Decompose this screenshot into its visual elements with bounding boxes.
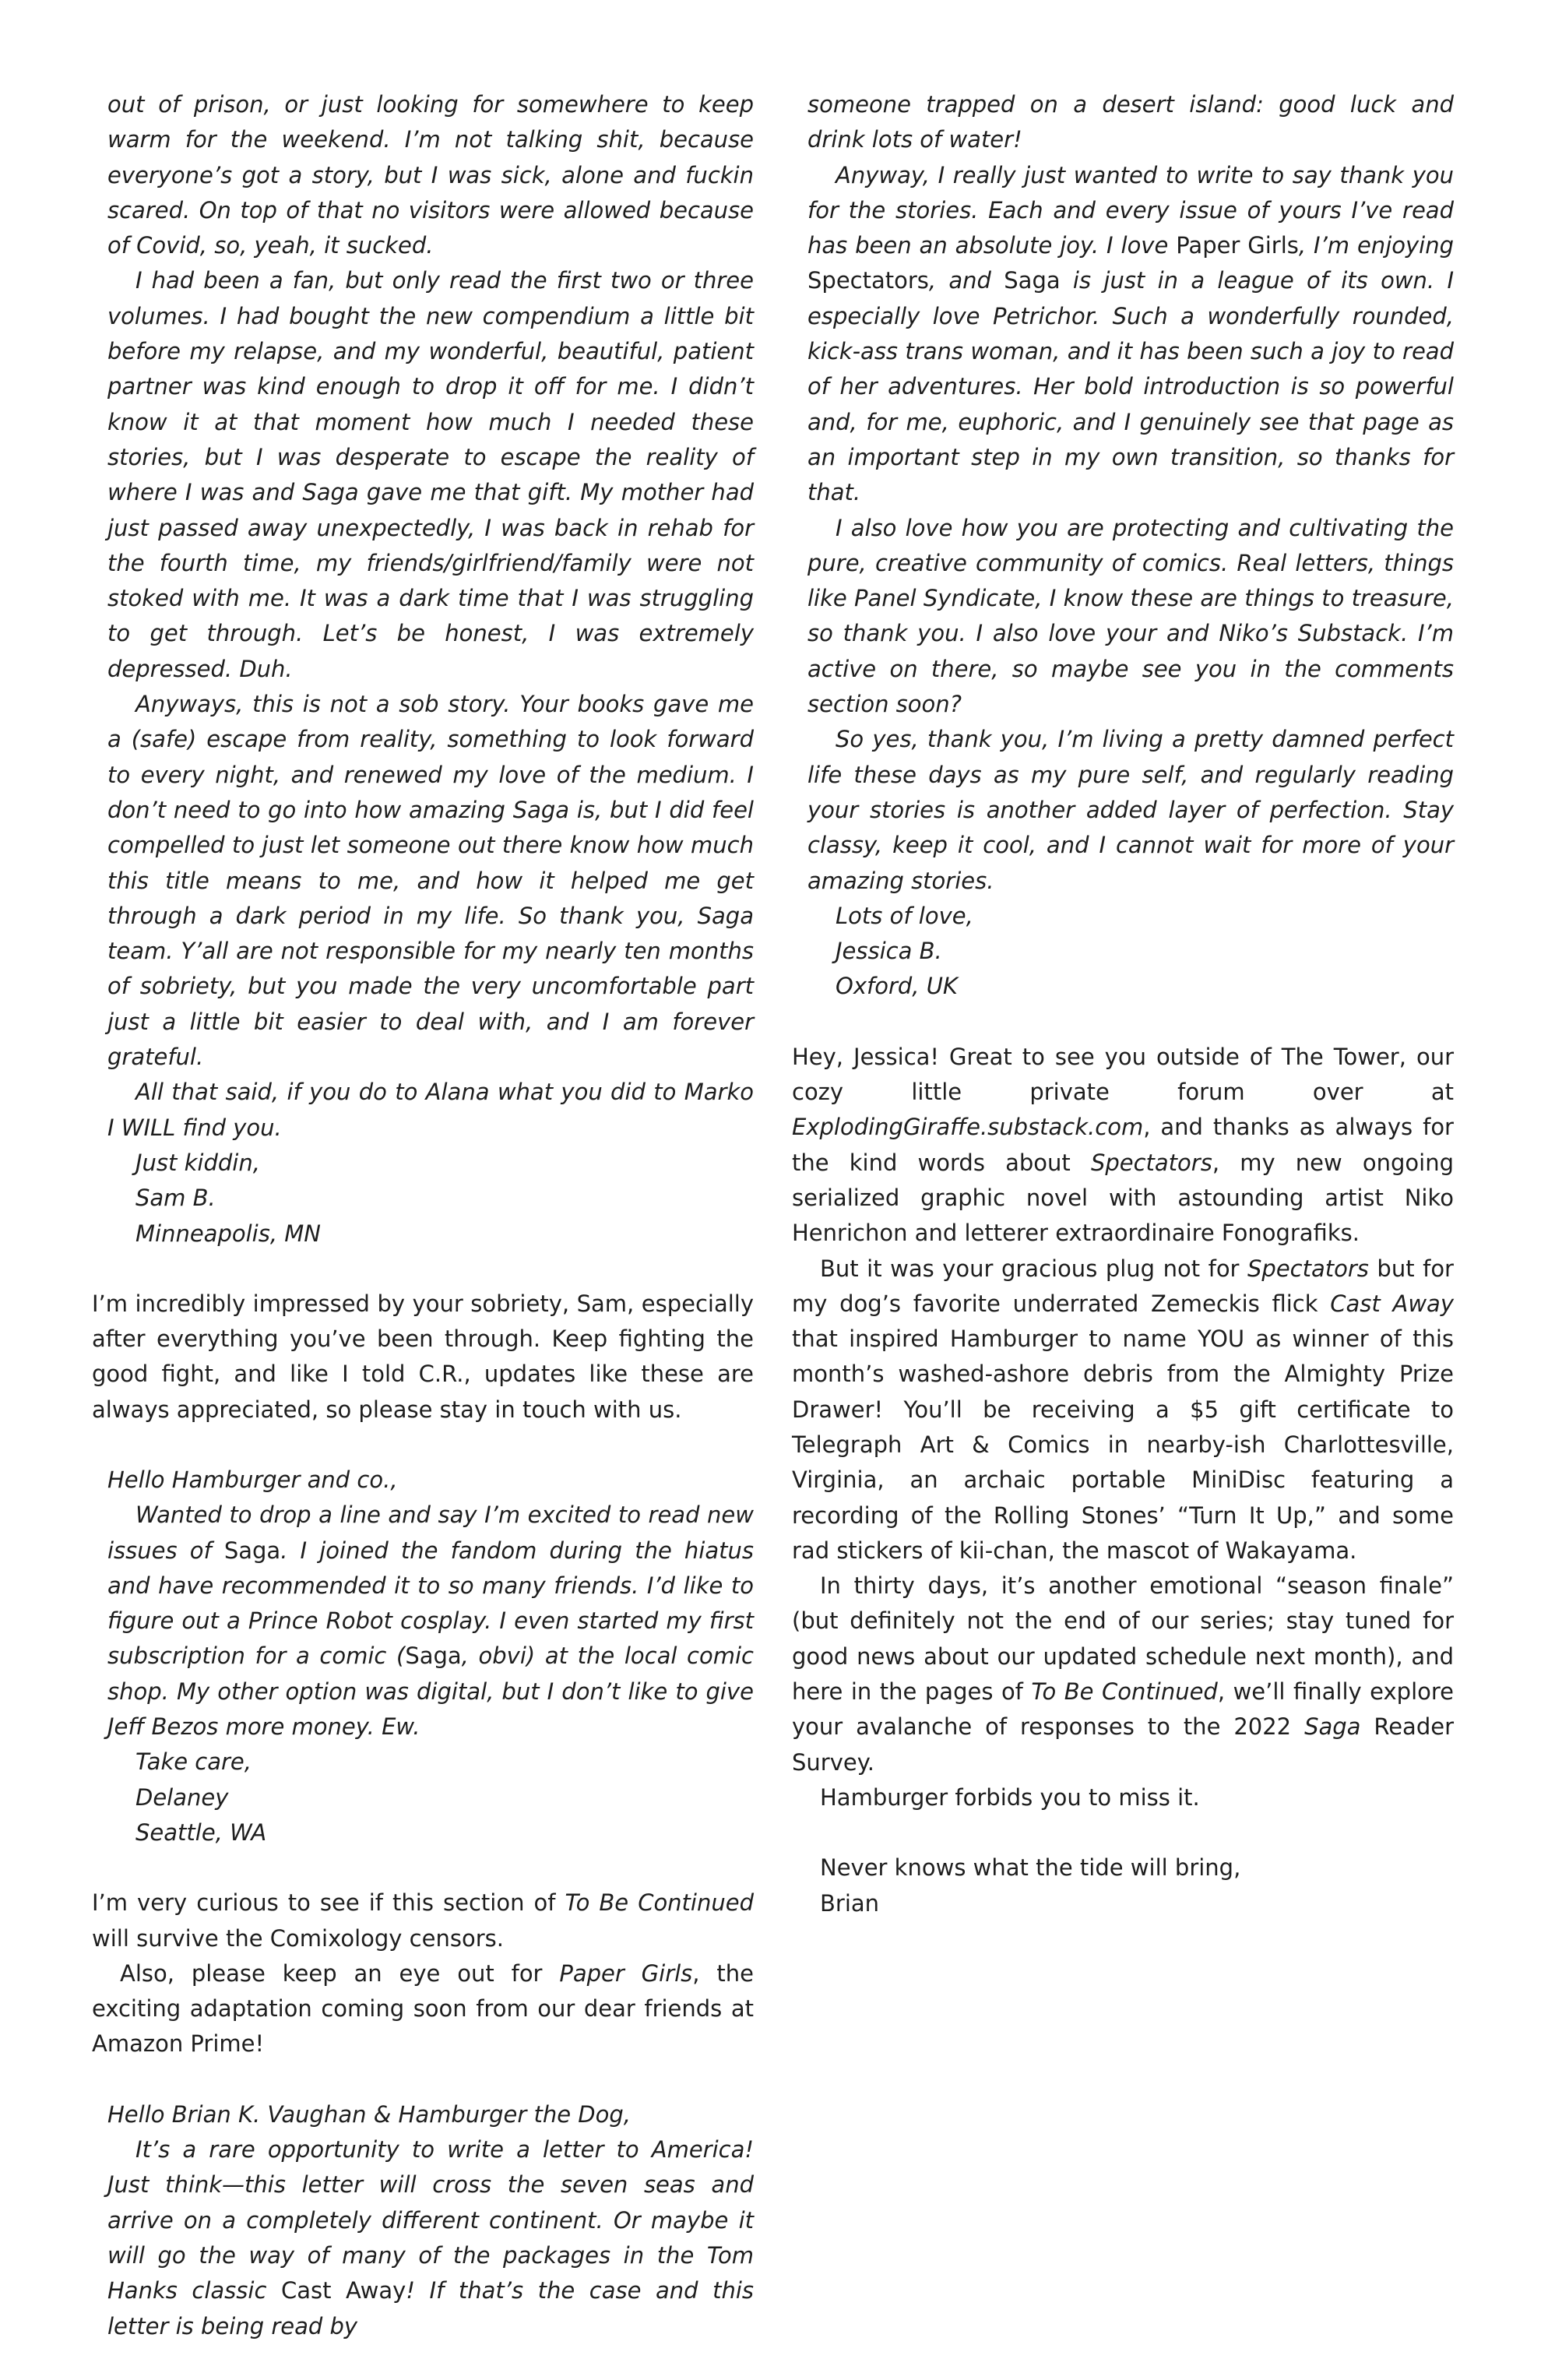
reply-paragraph: Hamburger forbids you to miss it. xyxy=(820,1783,1200,1811)
letter-paragraph: All that said, if you do to Alana what you did to Marko I WILL find you. xyxy=(107,1079,754,1141)
letter-paragraph: I also love how you are protecting and cultivating the pure, creative community of comics. Real letters, things like Panel Syndicate, I know these are things to treasure, so thank you. I also love your and Niko’s Substack. I’m active on there, so maybe see you in the comments section soon? xyxy=(807,514,1454,718)
letter-delaney xyxy=(92,1463,754,1850)
signoff-line: Take care, xyxy=(135,1748,252,1776)
right-column xyxy=(792,87,1454,1921)
reply-sam xyxy=(92,1287,754,1428)
letter-paragraph: I had been a fan, but only read the first two or three volumes. I had bought the new compendium a little bit before my relapse, and my wonderful, beautiful, patient partner was kind enough to drop it off for me. I didn’t know it at that moment how much I needed these stories, but I was desperate to escape the reality of where I was and Saga gave me that gift. My mother had just passed away unexpectedly, I was back in rehab for the fourth time, my friends/girlfriend/family were not stoked with me. It was a dark time that I was struggling to get through. Let’s be honest, I was extremely depressed. Duh. xyxy=(107,267,754,682)
title-saga: Saga xyxy=(223,1537,281,1564)
letter-salutation: Hello Brian K. Vaughan & Hamburger the Dog, xyxy=(107,2100,631,2128)
reply-paragraph: But it was your gracious plug not for Spectators but for my dog’s favorite underrated Zemeckis flick Cast Away that inspired Hamburger to name YOU as winner of this month’s washed-ashore debris from the Almighty Prize Drawer! You’ll be receiving a $5 gift certificate to Telegraph Art & Comics in nearby-ish Charlottesville, Virginia, an archaic portable MiniDisc featuring a recording of the Rolling Stones’ “Turn It Up,” and some rad stickers of kii-chan, the mascot of Wakayama. xyxy=(792,1255,1454,1564)
signoff-location: Seattle, WA xyxy=(135,1818,267,1846)
title-paper-girls: Paper Girls xyxy=(559,1959,693,1987)
signoff-name: Delaney xyxy=(135,1783,229,1811)
reply-delaney xyxy=(92,1885,754,2061)
letter-jessica-start xyxy=(92,2097,754,2344)
title-saga: Saga xyxy=(405,1642,462,1670)
signoff-line: Lots of love, xyxy=(836,902,973,929)
letter-paragraph: out of prison, or just looking for somewhere to keep warm for the weekend. I’m not talking shit, because everyone’s got a story, but I was sick, alone and fuckin scared. On top of that no visitors were allowed because of Covid, so, yeah, it sucked. xyxy=(107,91,754,259)
letter-jessica-continued xyxy=(792,87,1454,1005)
signoff-line: Just kiddin, xyxy=(135,1149,260,1176)
letter-paragraph: Anyway, I really just wanted to write to say thank you for the stories. Each and every issue of yours I’ve read has been an absolute joy. I love Paper Girls, I’m enjoying Spectators, and Saga is just in a league of its own. I especially love Petrichor. Such a wonderfully rounded, kick-ass trans woman, and it has been such a joy to read of her adventures. Her bold introduction is so powerful and, for me, euphoric, and I genuinely see that page as an important step in my own transition, so thanks for that. xyxy=(807,161,1454,506)
letter-paragraph: Wanted to drop a line and say I’m excited to read new issues of Saga. I joined the fandom during the hiatus and have recommended it to so many friends. I’d like to figure out a Prince Robot cosplay. I even started my first subscription for a comic (Saga, obvi) at the local comic shop. My other option was digital, but I don’t like to give Jeff Bezos more money. Ew. xyxy=(107,1502,754,1741)
title-paper-girls: Paper Girls xyxy=(1176,232,1299,259)
title-spectators: Spectators xyxy=(1247,1255,1369,1282)
reply-jessica xyxy=(792,1040,1454,1921)
title-spectators: Spectators xyxy=(1090,1149,1212,1176)
left-column xyxy=(92,87,754,2344)
title-to-be-continued: To Be Continued xyxy=(565,1889,754,1917)
reply-paragraph: Hey, Jessica! Great to see you outside of The Tower, our cozy little private forum over at ExplodingGiraffe.substack.com, and thanks as always for the kind words about Spectators, my new ongoing serialized graphic novel with astounding artist Niko Henrichon and letterer extraordinaire Fonografiks. xyxy=(792,1043,1454,1247)
letter-paragraph: It’s a rare opportunity to write a letter to America! Just think—this letter will cross the seven seas and arrive on a completely different continent. Or maybe it will go the way of many of the packages in the Tom Hanks classic Cast Away! If that’s the case and this letter is being read by xyxy=(107,2136,754,2340)
signoff-location: Minneapolis, MN xyxy=(135,1220,321,1247)
reply-paragraph: In thirty days, it’s another emotional “season finale” (but definitely not the end of our series; stay tuned for good news about our updated schedule next month), and here in the pages of To Be Continued, we’ll finally explore your avalanche of responses to the 2022 Saga Reader Survey. xyxy=(792,1572,1454,1776)
reply-paragraph: I’m very curious to see if this section of To Be Continued will survive the Comixology censors. xyxy=(92,1889,754,1952)
substack-url: ExplodingGiraffe.substack.com xyxy=(792,1114,1144,1141)
letter-paragraph: So yes, thank you, I’m living a pretty damned perfect life these days as my pure self, and regularly reading your stories is another added layer of perfection. Stay classy, keep it cool, and I cannot wait for more of your amazing stories. xyxy=(807,726,1454,894)
title-spectators: Spectators xyxy=(807,267,929,294)
closing-line: Never knows what the tide will bring, xyxy=(820,1854,1241,1882)
letter-paragraph: someone trapped on a desert island: good luck and drink lots of water! xyxy=(807,91,1454,153)
title-to-be-continued: To Be Continued xyxy=(1031,1678,1218,1706)
signoff-name: Sam B. xyxy=(135,1185,216,1212)
signoff-name: Jessica B. xyxy=(836,938,942,965)
reply-paragraph: I’m incredibly impressed by your sobriety, Sam, especially after everything you’ve been through. Keep fighting the good fight, and like I told C.R., updates like these are always appreciated, so please stay in touch with us. xyxy=(92,1290,754,1423)
reply-paragraph: Also, please keep an eye out for Paper Girls, the exciting adaptation coming soon from our dear friends at Amazon Prime! xyxy=(92,1959,754,2058)
title-saga: Saga xyxy=(1004,267,1061,294)
letter-sam xyxy=(92,87,754,1252)
title-saga: Saga xyxy=(1304,1713,1361,1741)
closing-name: Brian xyxy=(820,1889,880,1917)
title-cast-away: Cast Away xyxy=(1330,1290,1454,1317)
signoff-location: Oxford, UK xyxy=(836,973,958,1000)
letter-paragraph: Anyways, this is not a sob story. Your books gave me a (safe) escape from reality, something to look forward to every night, and renewed my love of the medium. I don’t need to go into how amazing Saga is, but I did feel compelled to just let someone out there know how much this title means to me, and how it helped me get through a dark period in my life. So thank you, Saga team. Y’all are not responsible for my nearly ten months of sobriety, but you made the very uncomfortable part just a little bit easier to deal with, and I am forever grateful. xyxy=(107,691,754,1071)
title-cast-away: Cast Away xyxy=(280,2277,406,2304)
letter-salutation: Hello Hamburger and co., xyxy=(107,1466,398,1493)
